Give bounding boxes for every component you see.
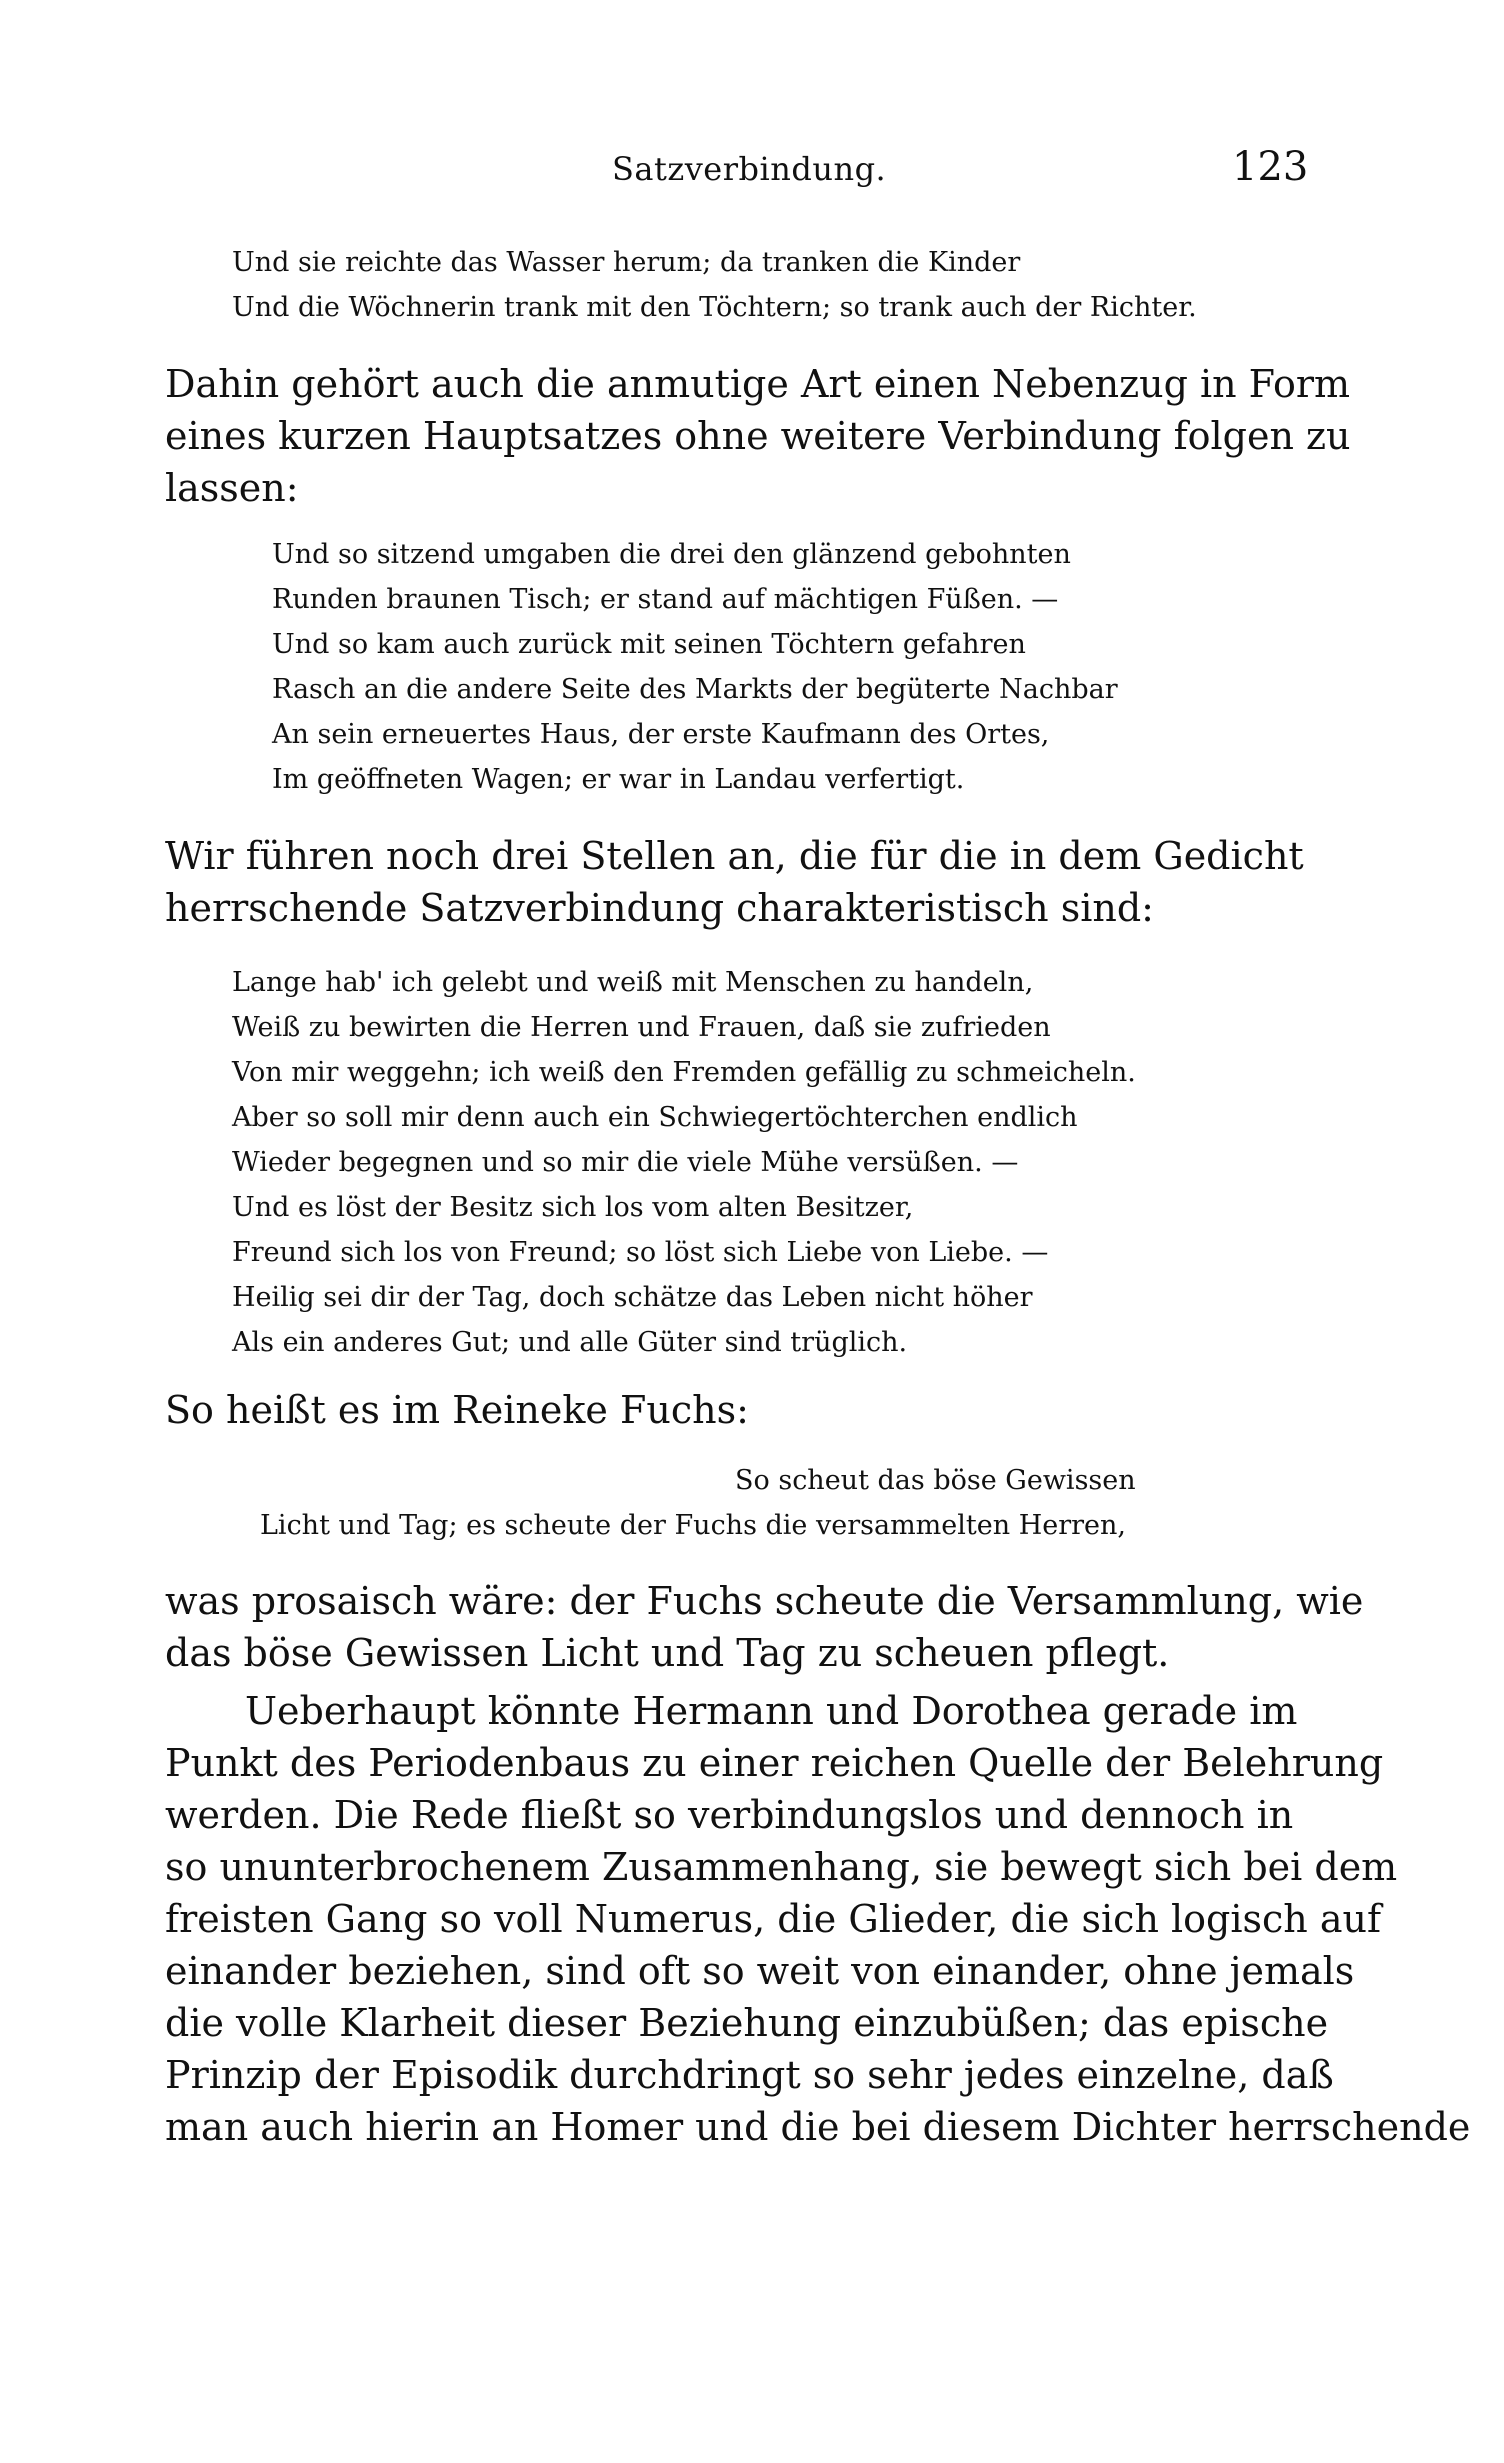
prose-line: freisten Gang so voll Numerus, die Glieder, die sich logisch auf (165, 1897, 1382, 1941)
verse-line: Lange hab' ich gelebt und weiß mit Menschen zu handeln, (232, 967, 1034, 998)
verse-line: Im geöffneten Wagen; er war in Landau verfertigt. (272, 764, 965, 795)
verse-line: Und die Wöchnerin trank mit den Töchtern; so trank auch der Richter. (232, 292, 1197, 323)
verse-quote-3 (232, 960, 1136, 1365)
verse-line: Von mir weggehn; ich weiß den Fremden gefällig zu schmeicheln. (232, 1057, 1136, 1088)
prose-line: Punkt des Periodenbaus zu einer reichen Quelle der Belehrung (165, 1741, 1384, 1785)
running-title: Satzverbindung. (612, 150, 887, 188)
prose-line: herrschende Satzverbindung charakteristisch sind: (165, 886, 1154, 930)
prose-line: werden. Die Rede fließt so verbindungslos und dennoch in (165, 1793, 1294, 1837)
verse-line: Heilig sei dir der Tag, doch schätze das Leben nicht höher (232, 1282, 1033, 1313)
prose-line: Dahin gehört auch die anmutige Art einen Nebenzug in Form (165, 362, 1351, 406)
running-head (0, 144, 1504, 200)
verse-line: Und sie reichte das Wasser herum; da tranken die Kinder (232, 247, 1021, 278)
verse-line: Als ein anderes Gut; und alle Güter sind trüglich. (232, 1327, 908, 1358)
prose-line: So heißt es im Reineke Fuchs: (165, 1388, 749, 1432)
paragraph-4 (165, 1575, 1364, 1679)
verse-line: Und so kam auch zurück mit seinen Töchtern gefahren (272, 629, 1026, 660)
prose-line: lassen: (165, 466, 299, 510)
verse-line: Rasch an die andere Seite des Markts der begüterte Nachbar (272, 674, 1118, 705)
verse-quote-2 (272, 532, 1118, 802)
prose-line: Prinzip der Episodik durchdringt so sehr jedes einzelne, daß (165, 2053, 1334, 2097)
paragraph-3 (165, 1384, 1295, 1436)
paragraph-1 (165, 358, 1351, 514)
verse-line: Runden braunen Tisch; er stand auf mächtigen Füßen. — (272, 584, 1059, 615)
verse-line: Licht und Tag; es scheute der Fuchs die versammelten Herren, (260, 1510, 1126, 1541)
verse-line: So scheut das böse Gewissen (735, 1465, 1136, 1496)
prose-line: man auch hierin an Homer und die bei diesem Dichter herrschende (165, 2105, 1471, 2149)
prose-line: so ununterbrochenem Zusammenhang, sie bewegt sich bei dem (165, 1845, 1398, 1889)
verse-line: Weiß zu bewirten die Herren und Frauen, daß sie zufrieden (232, 1012, 1051, 1043)
prose-line: Wir führen noch drei Stellen an, die für die in dem Gedicht (165, 834, 1304, 878)
prose-line: eines kurzen Hauptsatzes ohne weitere Verbindung folgen zu (165, 414, 1351, 458)
paragraph-5 (165, 1685, 1471, 2153)
verse-line: Aber so soll mir denn auch ein Schwiegertöchterchen endlich (232, 1102, 1078, 1133)
verse-line: An sein erneuertes Haus, der erste Kaufmann des Ortes, (272, 719, 1050, 750)
paragraph-2 (165, 830, 1304, 934)
page-number: 123 (1232, 144, 1309, 190)
prose-line: das böse Gewissen Licht und Tag zu scheuen pflegt. (165, 1631, 1170, 1675)
prose-line: die volle Klarheit dieser Beziehung einzubüßen; das epische (165, 2001, 1329, 2045)
verse-line: Und es löst der Besitz sich los vom alten Besitzer, (232, 1192, 914, 1223)
verse-quote-4 (260, 1458, 1136, 1548)
prose-line: einander beziehen, sind oft so weit von einander, ohne jemals (165, 1949, 1355, 1993)
verse-line: Und so sitzend umgaben die drei den glänzend gebohnten (272, 539, 1071, 570)
prose-line: was prosaisch wäre: der Fuchs scheute die Versammlung, wie (165, 1579, 1364, 1623)
verse-line: Freund sich los von Freund; so löst sich Liebe von Liebe. — (232, 1237, 1049, 1268)
prose-line: Ueberhaupt könnte Hermann und Dorothea gerade im (245, 1689, 1298, 1733)
verse-line: Wieder begegnen und so mir die viele Mühe versüßen. — (232, 1147, 1019, 1178)
verse-quote-1 (232, 240, 1197, 330)
